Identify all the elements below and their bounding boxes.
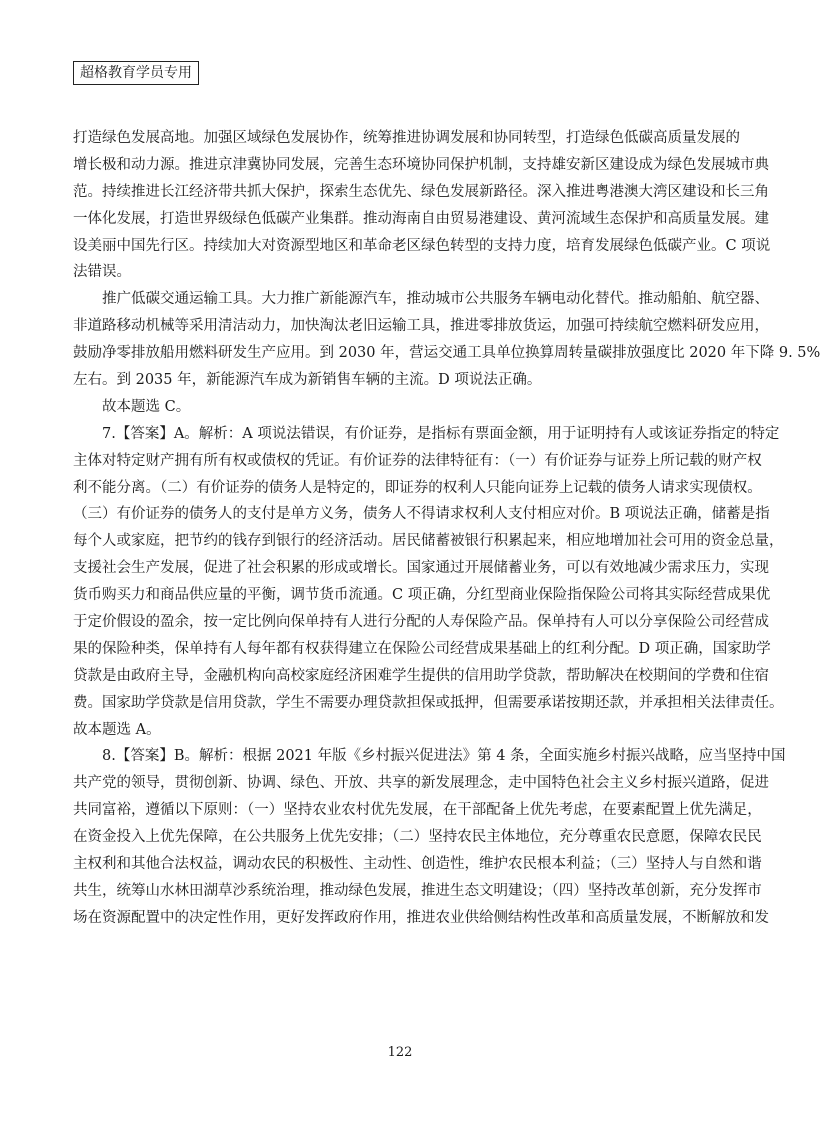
text-line: 主权利和其他合法权益，调动农民的积极性、主动性、创造性，维护农民根本利益；（三）坚持人与自然和谐: [73, 856, 762, 873]
text-line: 7.【答案】A。解析：A 项说法错误，有价证券，是指标有票面金额，用于证明持有人或该证券指定的特定: [102, 425, 780, 442]
text-line: 每个人或家庭，把节约的钱存到银行的经济活动。居民储蓄被银行积累起来，相应地增加社会可用的资金总量，: [73, 533, 784, 550]
text-line: 场在资源配置中的决定性作用，更好发挥政府作用，推进农业供给侧结构性改革和高质量发展，不断解放和发: [73, 909, 769, 926]
text-line: 故本题选 C。: [102, 398, 191, 415]
text-line: 贷款是由政府主导，金融机构向高校家庭经济困难学生提供的信用助学贷款，帮助解决在校期间的学费和住宿: [73, 667, 769, 684]
text-line: 一体化发展，打造世界级绿色低碳产业集群。推动海南自由贸易港建设、黄河流域生态保护和高质量发展。建: [73, 210, 769, 227]
page-number: 122: [387, 1045, 413, 1060]
text-line: 非道路移动机械等采用清洁动力，加快淘汰老旧运输工具，推进零排放货运，加强可持续航空燃料研发应用，: [73, 318, 769, 335]
text-line: 法错误。: [73, 264, 131, 281]
text-line: 共同富裕，遵循以下原则：（一）坚持农业农村优先发展，在干部配备上优先考虑，在要素配置上优先满足，: [73, 802, 762, 819]
text-line: 支援社会生产发展，促进了社会积累的形成或增长。国家通过开展储蓄业务，可以有效地减少需求压力，实现: [73, 560, 769, 577]
text-line: 设美丽中国先行区。持续加大对资源型地区和革命老区绿色转型的支持力度，培育发展绿色低碳产业。C 项说: [73, 237, 771, 254]
text-line: 果的保险种类，保单持有人每年都有权获得建立在保险公司经营成果基础上的红利分配。D 项正确，国家助学: [73, 640, 771, 657]
text-line: 范。持续推进长江经济带共抓大保护，探索生态优先、绿色发展新路径。深入推进粤港澳大湾区建设和长三角: [73, 183, 769, 200]
text-line: 故本题选 A。: [73, 721, 161, 738]
text-line: 于定价假设的盈余，按一定比例向保单持有人进行分配的人寿保险产品。保单持有人可以分享保险公司经营成: [73, 614, 769, 631]
text-line: 利不能分离。（二）有价证券的债务人是特定的，即证券的权利人只能向证券上记载的债务人请求实现债权。: [73, 479, 762, 496]
text-line: 共产党的领导，贯彻创新、协调、绿色、开放、共享的新发展理念，走中国特色社会主义乡村振兴道路，促进: [73, 775, 769, 792]
text-line: 打造绿色发展高地。加强区域绿色发展协作，统筹推进协调发展和协同转型，打造绿色低碳高质量发展的: [73, 130, 740, 146]
text-line: 增长极和动力源。推进京津冀协同发展，完善生态环境协同保护机制，支持雄安新区建设成为绿色发展城市典: [73, 156, 769, 173]
text-line: 推广低碳交通运输工具。大力推广新能源汽车，推动城市公共服务车辆电动化替代。推动船舶、航空器、: [102, 291, 769, 308]
text-line: 费。国家助学贷款是信用贷款，学生不需要办理贷款担保或抵押，但需要承诺按期还款，并承担相关法律责任。: [73, 694, 784, 711]
text-line: 在资金投入上优先保障，在公共服务上优先安排；（二）坚持农民主体地位，充分尊重农民意愿，保障农民民: [73, 829, 762, 846]
document-body: [73, 125, 820, 959]
text-line: 左右。到 2035 年，新能源汽车成为新销售车辆的主流。D 项说法正确。: [73, 372, 542, 389]
text-line: （三）有价证券的债务人的支付是单方义务，债务人不得请求权利人支付相应对价。B 项说法正确，储蓄是指: [73, 506, 770, 523]
watermark-stamp: 超格教育学员专用: [73, 61, 199, 85]
text-line: 货币购买力和商品供应量的平衡，调节货币流通。C 项正确，分红型商业保险指保险公司将其实际经营成果优: [73, 587, 771, 604]
text-line: 主体对特定财产拥有所有权或债权的凭证。有价证券的法律特征有：（一）有价证券与证券上所记载的财产权: [73, 452, 762, 469]
text-line: [73, 932, 727, 959]
text-line: 共生，统筹山水林田湖草沙系统治理，推动绿色发展，推进生态文明建设；（四）坚持改革创新，充分发挥市: [73, 882, 762, 899]
text-line: 8.【答案】B。解析：根据 2021 年版《乡村振兴促进法》第 4 条，全面实施乡村振兴战略，应当坚持中国: [102, 748, 786, 765]
text-line: 鼓励净零排放船用燃料研发生产应用。到 2030 年，营运交通工具单位换算周转量碳排放强度比 2020 年下降 9. 5%: [73, 345, 820, 362]
